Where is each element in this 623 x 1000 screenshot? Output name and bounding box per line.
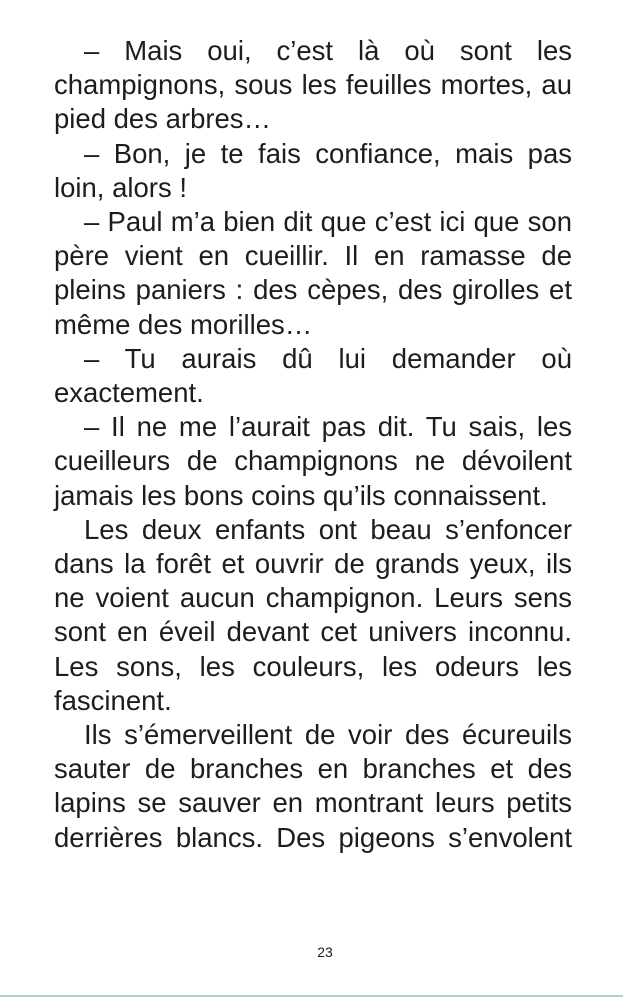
paragraph-dialogue-3: – Paul m’a bien dit que c’est ici que son père vient en cueillir. Il en ramasse de pleins paniers : des cèpes, des girolles et même des morilles… — [54, 206, 572, 340]
paragraph-narration-2: Ils s’émerveillent de voir des écureuils sauter de branches en branches et des lapins se sauver en montrant leurs petits derrières blancs. Des pigeons s’envolent — [54, 719, 572, 853]
paragraph-dialogue-1: – Mais oui, c’est là où sont les champignons, sous les feuilles mortes, au pied des arbres… — [54, 35, 572, 135]
paragraph-narration-1: Les deux enfants ont beau s’enfoncer dans la forêt et ouvrir de grands yeux, ils ne voient aucun champignon. Leurs sens sont en éveil devant cet univers inconnu. Les sons, les couleurs, les odeurs les fascinent. — [54, 513, 572, 716]
paragraph-dialogue-2: – Bon, je te fais confiance, mais pas loin, alors ! — [54, 137, 572, 203]
paragraph-dialogue-5: – Il ne me l’aurait pas dit. Tu sais, les cueilleurs de champignons ne dévoilent jamais les bons coins qu’ils connaissent. — [54, 411, 572, 511]
body-text — [54, 34, 572, 855]
paragraph-dialogue-4: – Tu aurais dû lui demander où exactement. — [54, 342, 572, 409]
bottom-divider — [0, 995, 623, 997]
page-number: 23 — [317, 944, 333, 960]
